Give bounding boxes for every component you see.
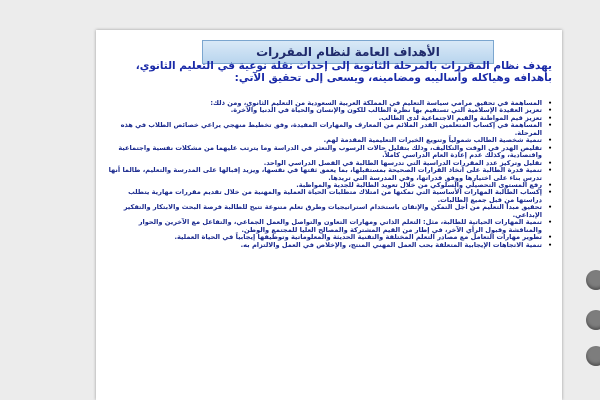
nav-dot-icon[interactable]: [586, 346, 600, 366]
objectives-list: [106, 100, 554, 249]
list-item: [106, 242, 554, 249]
document-page: [96, 30, 562, 400]
list-item-text: تقليص الهدر في الوقت والتكاليف، وذلك بتقليل حالات الرسوب والتعثر في الدراسة وما يترتب عليهما من مشكلات نفسية واجتماعية واقتصادية، وكذلك عدم إعادة العام الدراسي كاملاً.: [118, 143, 542, 160]
list-item-text: تنمية الاتجاهات الإيجابية المتعلقة بحب العمل المهني المنتج، والإخلاص في العمل والالتزام به.: [240, 240, 542, 249]
list-item: [106, 204, 554, 219]
nav-dot-icon[interactable]: [586, 270, 600, 290]
bullet-icon: •: [548, 167, 552, 175]
list-item-text: المساهمة في تحقيق مرامي سياسة التعليم في المملكة العربية السعودية من التعليم الثانوي، ومن ذلك:: [210, 99, 542, 107]
bullet-icon: •: [548, 234, 552, 242]
bullet-icon: •: [548, 137, 552, 145]
bullet-icon: •: [548, 181, 552, 189]
bullet-icon: •: [548, 241, 552, 249]
list-item-text: تعزيز قيم المواطنة والقيم الاجتماعية لدى الطالب.: [378, 113, 542, 122]
bullet-icon: •: [548, 159, 552, 167]
bullet-icon: •: [548, 114, 552, 122]
list-item-text: إكساب الطالبة المهارات الأساسية التي تمكنها من امتلاك متطلبات الحياة العملية والمهنية من خلال تقديم مقررات مهارية يتطلب دراستها من قبل جميع الطالبات.: [128, 188, 542, 204]
list-item: [106, 145, 554, 160]
bullet-icon: •: [548, 107, 552, 115]
intro-paragraph: يهدف نظام المقررات بالمرحلة الثانوية إلى إحداث نقلة نوعية في التعليم الثانوي، بأهدافه وهياكله وأساليبه ومضامينه، ويسعى إلى تحقيق الآتي:: [135, 60, 552, 84]
list-item-text: تطوير مهارات التعامل مع مصادر التعلم المختلفة والتقنية الحديثة والمعلوماتية وتوظيفها إيجابياً في الحياة العملية.: [174, 233, 542, 242]
list-item: [106, 167, 554, 182]
bullet-icon: •: [548, 219, 552, 227]
list-item-text: تنمية شخصية الطالب شمولياً وتنويع الخبرات التعليمية المقدمة لهم.: [323, 136, 542, 145]
bullet-icon: •: [548, 144, 552, 152]
list-item-text: تعزيز العقيدة الإسلامية التي تستقيم بها نظرة الطالب للكون والإنسان والحياة في الدنيا والآخرة.: [230, 106, 542, 115]
list-item-text: رفع المستوى التحصيلي والسلوكي من خلال تعويد الطالبة للجدية والمواظبة.: [296, 180, 542, 189]
list-item-text: تنمية المهارات الحياتية للطالبة، مثل: التعلم الذاتي ومهارات التعاون والتواصل والعمل الجماعي، والتفاعل مع الآخرين والحوار والمناقشة وقبول الرأي الآخر، في إطار من القيم المشتركة والمصالح العليا للمجتمع والوطن.: [138, 218, 542, 234]
bullet-icon: •: [548, 122, 552, 130]
list-item-text: تحقيق مبدأ التعليم من أجل التمكن والإتقان باستخدام استراتيجيات وطرق تعلم متنوعة تتيح للطالبة فرصة البحث والابتكار والتفكير الإبداعي.: [123, 203, 542, 219]
nav-dot-icon[interactable]: [586, 310, 600, 330]
list-item-text: المساهمة في إكساب المتعلمين القدر الملائم من المعارف والمهارات المفيدة، وفق تخطيط منهجي يراعي خصائص الطلاب في هذه المرحلة.: [120, 121, 542, 137]
bullet-icon: •: [548, 189, 552, 197]
list-item-text: تنمية قدرة الطالبة على اتخاذ القرارات الصحيحة بمستقبلها، بما يعمق ثقتها في نفسها، ويزيد إقبالها على المدرسة والتعليم، طالما أنها تدرس بناء على اختيارها ووفق قدراتها، وفي المدرسة التي تريدها.: [108, 166, 542, 182]
page-title: الأهداف العامة لنظام المقررات: [256, 45, 440, 59]
bullet-icon: •: [548, 100, 552, 107]
bullet-icon: •: [548, 204, 552, 212]
list-item: [106, 219, 554, 234]
list-item-text: تقليل وتركيز عدد المقررات الدراسية التي تدرسها الطالبة في الفصل الدراسي الواحد.: [263, 158, 542, 167]
